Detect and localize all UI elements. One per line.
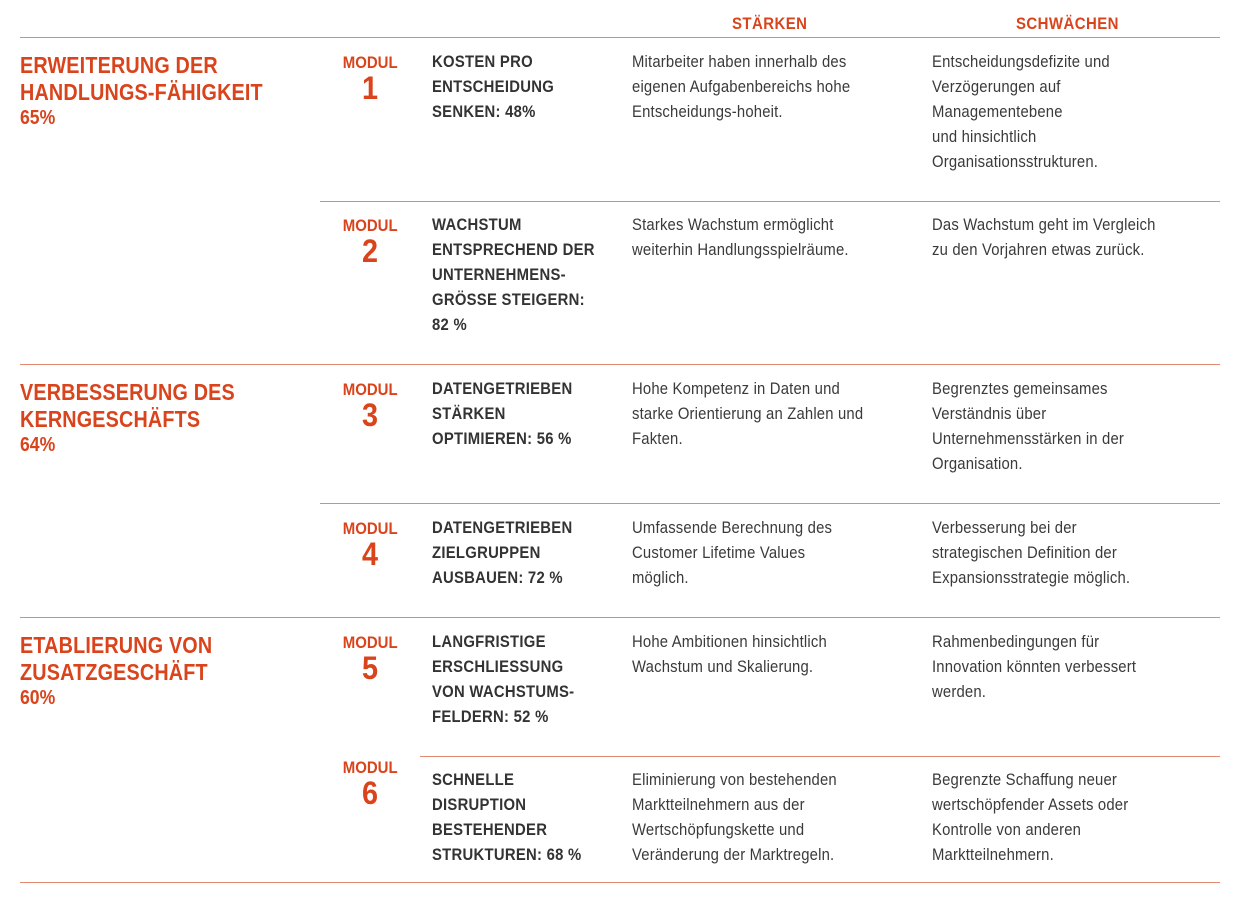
section-2 (20, 379, 270, 457)
strengths-line: Fakten. (632, 430, 683, 448)
section-title-line: ETABLIERUNG VON (20, 632, 213, 658)
module-title-line: 82 % (432, 316, 467, 334)
module-label: MODUL (342, 216, 398, 235)
weaknesses-line: Begrenzte Schaffung neuer (932, 771, 1118, 789)
weaknesses-line: Rahmenbedingungen für (932, 633, 1100, 651)
module-badge (330, 758, 410, 811)
module-title-line: ERSCHLIESSUNG (432, 658, 564, 676)
weaknesses-line: Innovation könnten verbessert (932, 658, 1137, 676)
module-title-line: GRÖSSE STEIGERN: (432, 291, 585, 309)
weaknesses-line: Organisationsstrukturen. (932, 153, 1099, 171)
strengths-line: Umfassende Berechnung des (632, 519, 833, 537)
module-title-line: LANGFRISTIGE (432, 633, 546, 651)
module-title-line: STÄRKEN (432, 405, 506, 423)
module-title (432, 377, 612, 452)
module-title (432, 768, 612, 868)
module-weaknesses (932, 377, 1202, 477)
module-number: 2 (361, 233, 379, 269)
section-title-line: ZUSATZGESCHÄFT (20, 659, 208, 685)
module-strengths (632, 630, 902, 680)
divider-module-1-2 (320, 201, 1220, 202)
weaknesses-line: Begrenztes gemeinsames (932, 380, 1108, 398)
module-number: 1 (361, 70, 379, 106)
strengths-line: Customer Lifetime Values (632, 544, 806, 562)
module-title-line: UNTERNEHMENS- (432, 266, 566, 284)
weaknesses-line: Unternehmensstärken in der (932, 430, 1125, 448)
module-label: MODUL (342, 758, 398, 777)
module-title-line: SCHNELLE (432, 771, 515, 789)
module-strengths (632, 50, 902, 125)
weaknesses-line: Verständnis über (932, 405, 1047, 423)
module-title-line: ENTSPRECHEND DER (432, 241, 595, 259)
module-title-line: DISRUPTION (432, 796, 527, 814)
divider-top (20, 37, 1220, 38)
strengths-line: Hohe Ambitionen hinsichtlich (632, 633, 827, 651)
section-title-line: HANDLUNGS-FÄHIGKEIT (20, 79, 263, 105)
module-title-line: ENTSCHEIDUNG (432, 78, 555, 96)
module-strengths (632, 768, 902, 868)
strengths-line: Entscheidungs-hoheit. (632, 103, 783, 121)
module-badge (330, 519, 410, 572)
module-title-line: AUSBAUEN: 72 % (432, 569, 563, 587)
strengths-line: Starkes Wachstum ermöglicht (632, 216, 834, 234)
divider-section-2-3 (20, 617, 1220, 618)
header-schwaechen: SCHWÄCHEN (1016, 14, 1119, 33)
module-weaknesses (932, 516, 1202, 591)
module-title-line: SENKEN: 48% (432, 103, 536, 121)
module-label: MODUL (342, 633, 398, 652)
weaknesses-line: werden. (932, 683, 987, 701)
weaknesses-line: Expansionsstrategie möglich. (932, 569, 1131, 587)
module-weaknesses (932, 630, 1202, 705)
module-title-line: ZIELGRUPPEN (432, 544, 541, 562)
divider-module-5-6 (420, 756, 1220, 757)
strengths-line: Mitarbeiter haben innerhalb des (632, 53, 847, 71)
module-badge (330, 53, 410, 106)
module-weaknesses (932, 50, 1202, 175)
section-percent: 60% (20, 687, 56, 709)
module-weaknesses (932, 213, 1202, 263)
module-title-line: STRUKTUREN: 68 % (432, 846, 582, 864)
module-number: 5 (361, 650, 379, 686)
strengths-line: Eliminierung von bestehenden (632, 771, 837, 789)
section-title-line: VERBESSERUNG DES (20, 379, 235, 405)
module-number: 6 (361, 775, 379, 811)
section-percent: 65% (20, 107, 56, 129)
weaknesses-line: Organisation. (932, 455, 1023, 473)
module-title (432, 50, 612, 125)
module-title-line: DATENGETRIEBEN (432, 519, 573, 537)
weaknesses-line: wertschöpfender Assets oder (932, 796, 1129, 814)
weaknesses-line: Entscheidungsdefizite und (932, 53, 1110, 71)
section-title (20, 632, 212, 686)
module-badge (330, 216, 410, 269)
strengths-line: starke Orientierung an Zahlen und (632, 405, 864, 423)
divider-module-3-4 (320, 503, 1220, 504)
module-label: MODUL (342, 53, 398, 72)
module-number: 4 (361, 536, 379, 572)
module-title (432, 516, 612, 591)
strengths-line: weiterhin Handlungsspielräume. (632, 241, 849, 259)
module-badge (330, 380, 410, 433)
strengths-line: möglich. (632, 569, 689, 587)
strengths-line: Hohe Kompetenz in Daten und (632, 380, 840, 398)
weaknesses-line: Managementebene (932, 103, 1063, 121)
strengths-line: Wachstum und Skalierung. (632, 658, 814, 676)
module-badge (330, 633, 410, 686)
module-strengths (632, 213, 902, 263)
weaknesses-line: strategischen Definition der (932, 544, 1117, 562)
section-3 (20, 632, 244, 710)
module-title (432, 630, 612, 730)
strengths-line: eigenen Aufgabenbereichs hohe (632, 78, 851, 96)
weaknesses-line: Verbesserung bei der (932, 519, 1077, 537)
weaknesses-line: Marktteilnehmern. (932, 846, 1054, 864)
module-title-line: DATENGETRIEBEN (432, 380, 573, 398)
section-title (20, 52, 263, 106)
module-label: MODUL (342, 380, 398, 399)
module-title (432, 213, 612, 338)
weaknesses-line: und hinsichtlich (932, 128, 1037, 146)
divider-bottom (20, 882, 1220, 883)
module-label: MODUL (342, 519, 398, 538)
weaknesses-line: Das Wachstum geht im Vergleich (932, 216, 1156, 234)
section-title (20, 379, 235, 433)
module-title-line: BESTEHENDER (432, 821, 548, 839)
module-title-line: OPTIMIEREN: 56 % (432, 430, 572, 448)
module-title-line: KOSTEN PRO (432, 53, 533, 71)
divider-section-1-2 (20, 364, 1220, 365)
weaknesses-line: zu den Vorjahren etwas zurück. (932, 241, 1145, 259)
module-title-line: FELDERN: 52 % (432, 708, 549, 726)
section-1 (20, 52, 302, 130)
module-number: 3 (361, 397, 379, 433)
section-percent: 64% (20, 434, 56, 456)
strengths-line: Wertschöpfungskette und (632, 821, 805, 839)
module-weaknesses (932, 768, 1202, 868)
module-strengths (632, 516, 902, 591)
strengths-line: Veränderung der Marktregeln. (632, 846, 835, 864)
strengths-line: Marktteilnehmern aus der (632, 796, 805, 814)
weaknesses-line: Kontrolle von anderen (932, 821, 1082, 839)
weaknesses-line: Verzögerungen auf (932, 78, 1061, 96)
module-strengths (632, 377, 902, 452)
header-staerken: STÄRKEN (732, 14, 808, 33)
section-title-line: KERNGESCHÄFTS (20, 406, 201, 432)
section-title-line: ERWEITERUNG DER (20, 52, 218, 78)
module-title-line: VON WACHSTUMS- (432, 683, 575, 701)
module-title-line: WACHSTUM (432, 216, 522, 234)
